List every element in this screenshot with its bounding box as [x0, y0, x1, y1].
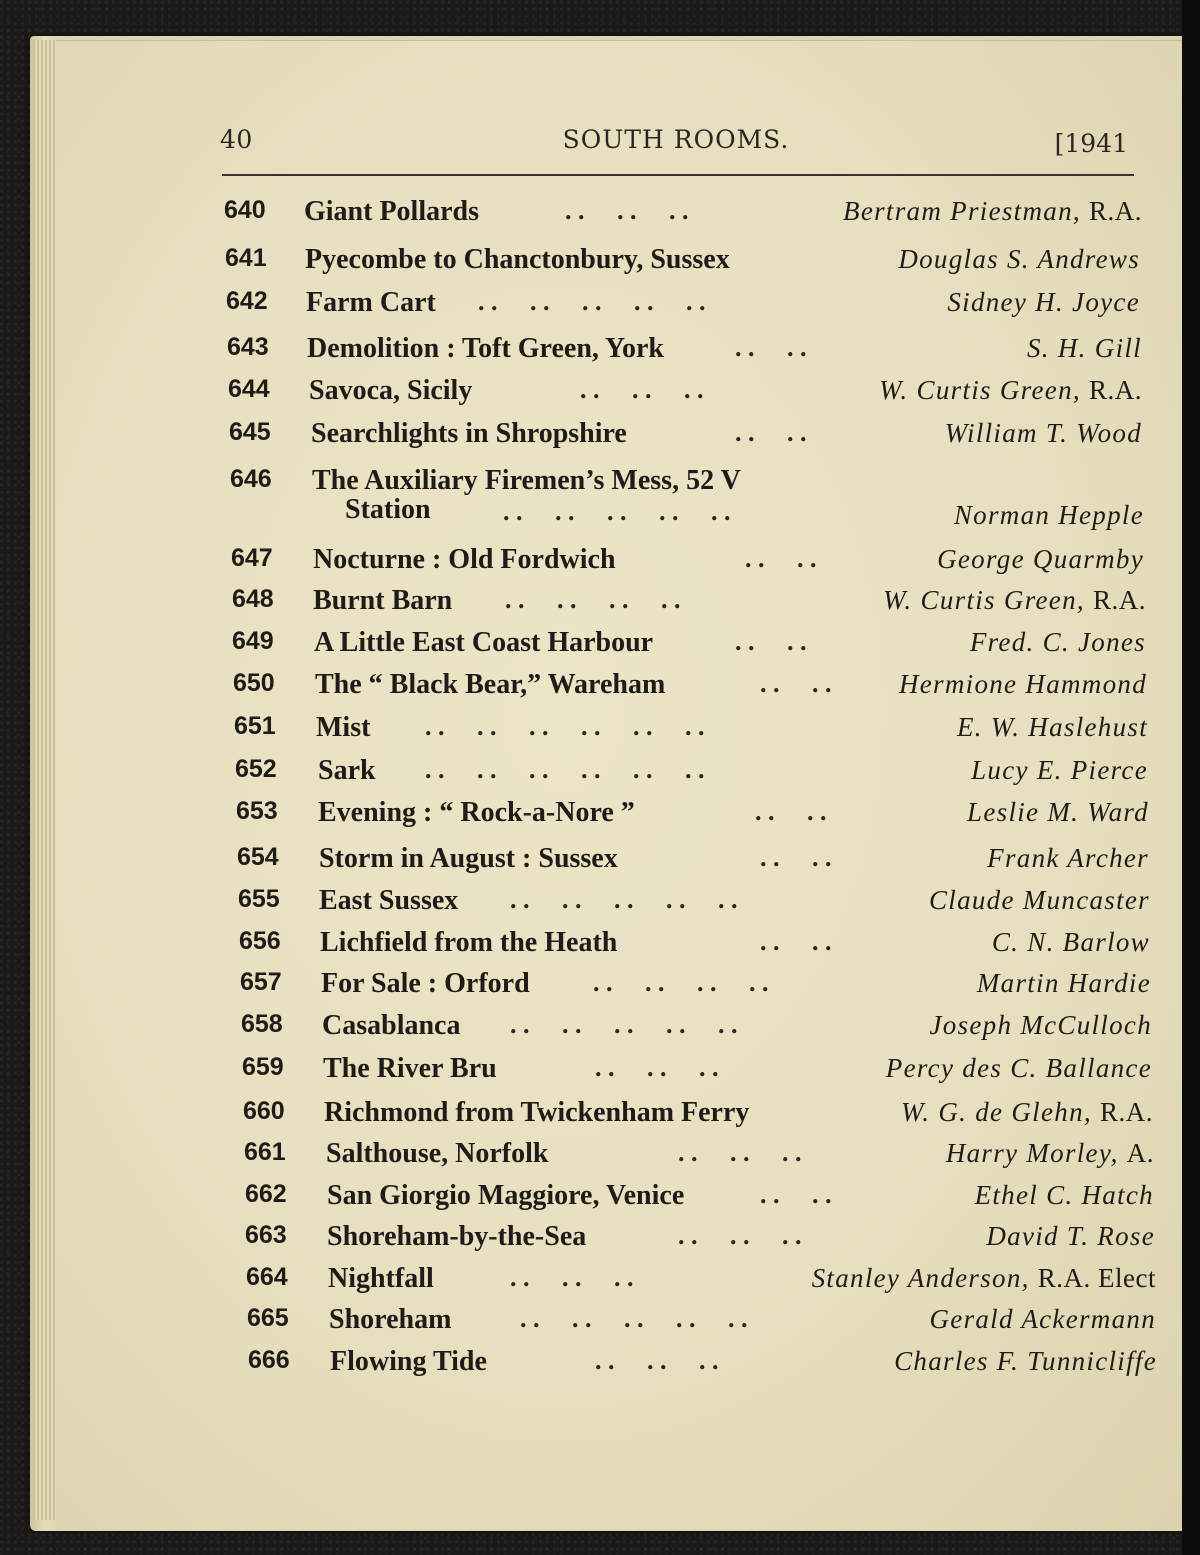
entry-number: 640 [224, 196, 266, 224]
artist-name: Martin Hardie [976, 968, 1151, 998]
entry-title: Searchlights in Shropshire [311, 418, 627, 449]
dot-leader: . . . . [760, 669, 832, 698]
entry-artist [947, 287, 1140, 318]
artist-name: Leslie M. Ward [967, 797, 1149, 827]
catalogue-entry [0, 1346, 1200, 1386]
entry-title: The River Bru [323, 1053, 497, 1084]
catalogue-entry [0, 1180, 1200, 1220]
catalogue-entry [0, 418, 1200, 458]
entry-artist [886, 1053, 1152, 1084]
entry-artist [937, 544, 1144, 575]
artist-name: Stanley Anderson, [811, 1263, 1030, 1293]
dot-leader: . . . . . . . . . . . . [425, 712, 705, 741]
entry-title: Mist [316, 712, 371, 743]
catalogue-entry [0, 843, 1200, 883]
artist-suffix: R.A. [1092, 585, 1146, 615]
dot-leader: . . . . . . . . . . [503, 497, 731, 526]
artist-name: Harry Morley, [945, 1138, 1119, 1168]
entry-artist [970, 627, 1146, 658]
dot-leader: . . . . . . [595, 1053, 719, 1082]
catalogue-entry [0, 1304, 1200, 1344]
dot-leader: . . . . . . [595, 1346, 719, 1375]
entry-title: A Little East Coast Harbour [314, 627, 654, 658]
entry-number: 659 [242, 1053, 284, 1081]
catalogue-entry [0, 196, 1200, 236]
entry-artist [954, 500, 1144, 531]
artist-suffix: R.A. [1099, 1097, 1153, 1127]
catalogue-entry [0, 244, 1200, 284]
entry-number: 645 [229, 418, 271, 446]
entry-number: 648 [232, 585, 274, 613]
entry-number: 654 [237, 843, 279, 871]
catalogue-entry [0, 797, 1200, 837]
entry-number: 658 [241, 1010, 283, 1038]
entry-number: 641 [225, 244, 267, 272]
artist-name: William T. Wood [944, 418, 1142, 448]
catalogue-entry [0, 1221, 1200, 1261]
entry-title: Nightfall [328, 1263, 434, 1294]
entry-artist [930, 1010, 1153, 1041]
page-header [220, 125, 1132, 165]
dot-leader: . . . . [745, 544, 817, 573]
entry-number: 643 [227, 333, 269, 361]
entry-artist [879, 375, 1142, 406]
entry-title: Shoreham [329, 1304, 452, 1335]
entry-title: Shoreham-by-the-Sea [327, 1221, 587, 1252]
entry-title: Evening : “ Rock-a-Nore ” [318, 797, 635, 828]
entry-title: Savoca, Sicily [309, 375, 473, 406]
section-title: SOUTH ROOMS. [562, 125, 790, 154]
dot-leader: . . . . . . . . [593, 968, 769, 997]
entry-title: Farm Cart [306, 287, 436, 318]
entry-artist [883, 585, 1146, 616]
catalogue-entry [0, 1138, 1200, 1178]
entry-artist [929, 885, 1150, 916]
entry-number: 650 [233, 669, 275, 697]
entry-number: 646 [230, 465, 272, 493]
entry-title: Giant Pollards [304, 196, 480, 227]
dot-leader: . . . . [760, 927, 832, 956]
artist-name: Frank Archer [987, 843, 1149, 873]
dot-leader: . . . . . . . . . . [510, 885, 738, 914]
catalogue-entry [0, 1010, 1200, 1050]
entry-artist [894, 1346, 1157, 1377]
entry-artist [945, 418, 1142, 449]
entry-number: 651 [234, 712, 276, 740]
entry-artist [929, 1304, 1156, 1335]
dot-leader: . . . . [735, 333, 807, 362]
entry-title: For Sale : Orford [321, 968, 530, 999]
entry-title: Flowing Tide [330, 1346, 487, 1377]
artist-name: David T. Rose [986, 1221, 1155, 1251]
artist-name: Joseph McCulloch [929, 1010, 1152, 1040]
artist-name: W. G. de Glehn, [900, 1097, 1092, 1127]
entry-title: Demolition : Toft Green, York [307, 333, 664, 364]
artist-name: Bertram Priestman, [843, 196, 1081, 226]
artist-suffix: R.A. [1088, 196, 1142, 226]
catalogue-entry [0, 465, 1200, 535]
entry-title-continued: Station [345, 494, 431, 525]
catalogue-entry [0, 544, 1200, 584]
entry-number: 660 [243, 1097, 285, 1125]
entry-artist [992, 927, 1150, 958]
catalogue-entry [0, 927, 1200, 967]
entry-number: 642 [226, 287, 268, 315]
catalogue-entry [0, 287, 1200, 327]
dot-leader: . . . . [760, 1180, 832, 1209]
entry-number: 664 [246, 1263, 288, 1291]
entry-title: The “ Black Bear,” Wareham [315, 669, 666, 700]
entry-number: 644 [228, 375, 270, 403]
artist-name: Percy des C. Ballance [885, 1053, 1152, 1083]
entry-artist [987, 843, 1149, 874]
entry-number: 662 [245, 1180, 287, 1208]
dot-leader: . . . . . . [510, 1263, 634, 1292]
header-rule [222, 174, 1134, 176]
dot-leader: . . . . [735, 418, 807, 447]
artist-name: Hermione Hammond [898, 669, 1147, 699]
entry-title: Burnt Barn [313, 585, 453, 616]
entry-title: Pyecombe to Chanctonbury, Sussex [305, 244, 730, 275]
catalogue-entry [0, 333, 1200, 373]
entry-title: The Auxiliary Firemen’s Mess, 52 V [312, 465, 741, 496]
entry-number: 661 [244, 1138, 286, 1166]
artist-suffix: R.A. [1088, 375, 1142, 405]
artist-name: Charles F. Tunnicliffe [894, 1346, 1157, 1376]
entry-number: 647 [231, 544, 273, 572]
entry-artist [901, 1097, 1153, 1128]
artist-name: W. Curtis Green, [883, 585, 1085, 615]
entry-artist [899, 669, 1147, 700]
entry-title: San Giorgio Maggiore, Venice [327, 1180, 685, 1211]
entry-title: Salthouse, Norfolk [326, 1138, 549, 1169]
catalogue-entry [0, 1053, 1200, 1093]
artist-name: Ethel C. Hatch [974, 1180, 1154, 1210]
catalogue-entry [0, 712, 1200, 752]
year-label: [1941 [1054, 129, 1128, 158]
entry-number: 655 [238, 885, 280, 913]
entry-title: Storm in August : Sussex [319, 843, 618, 874]
entry-number: 663 [245, 1221, 287, 1249]
entry-number: 656 [239, 927, 281, 955]
entry-artist [977, 968, 1151, 999]
entry-artist [967, 797, 1149, 828]
artist-name: George Quarmby [937, 544, 1144, 574]
entry-artist [1027, 333, 1142, 364]
artist-name: Fred. C. Jones [969, 627, 1146, 657]
artist-name: Gerald Ackermann [929, 1304, 1156, 1334]
entry-title: Richmond from Twickenham Ferry [324, 1097, 750, 1128]
artist-name: W. Curtis Green, [879, 375, 1081, 405]
entry-number: 666 [248, 1346, 290, 1374]
catalogue-entry [0, 968, 1200, 1008]
catalogue-entry [0, 755, 1200, 795]
entry-number: 657 [240, 968, 282, 996]
entry-title: Lichfield from the Heath [320, 927, 618, 958]
entry-artist [843, 196, 1142, 227]
entry-artist [812, 1263, 1156, 1294]
entry-artist [957, 712, 1148, 743]
entry-artist [946, 1138, 1154, 1169]
entry-title: Casablanca [322, 1010, 461, 1041]
entry-number: 665 [247, 1304, 289, 1332]
dot-leader: . . . . . . . . . . . . [425, 755, 705, 784]
catalogue-entry [0, 585, 1200, 625]
artist-name: E. W. Haslehust [956, 712, 1148, 742]
artist-name: S. H. Gill [1026, 333, 1142, 363]
entry-number: 653 [236, 797, 278, 825]
catalogue-entry [0, 375, 1200, 415]
catalogue-entry [0, 1097, 1200, 1137]
artist-suffix: R.A. Elect [1037, 1263, 1156, 1293]
dot-leader: . . . . [755, 797, 827, 826]
entry-artist [971, 755, 1148, 786]
dot-leader: . . . . [760, 843, 832, 872]
dot-leader: . . . . . . . . [505, 585, 681, 614]
dot-leader: . . . . . . [678, 1221, 802, 1250]
artist-name: Lucy E. Pierce [971, 755, 1148, 785]
artist-name: Douglas S. Andrews [898, 244, 1140, 274]
catalogue-entry [0, 627, 1200, 667]
dot-leader: . . . . . . [580, 375, 704, 404]
artist-suffix: A. [1126, 1138, 1154, 1168]
entry-artist [898, 244, 1140, 275]
artist-name: C. N. Barlow [991, 927, 1150, 957]
dot-leader: . . . . [735, 627, 807, 656]
entry-title: Sark [318, 755, 376, 786]
entry-number: 649 [232, 627, 274, 655]
catalogue-entry [0, 1263, 1200, 1303]
catalogue-entry [0, 885, 1200, 925]
artist-name: Claude Muncaster [928, 885, 1150, 915]
entry-title: Nocturne : Old Fordwich [313, 544, 616, 575]
artist-name: Norman Hepple [953, 500, 1144, 530]
dot-leader: . . . . . . [565, 196, 689, 225]
entry-title: East Sussex [319, 885, 459, 916]
dot-leader: . . . . . . . . . . [510, 1010, 738, 1039]
entry-artist [975, 1180, 1154, 1211]
dot-leader: . . . . . . . . . . [478, 287, 706, 316]
dot-leader: . . . . . . [678, 1138, 802, 1167]
page-number: 40 [220, 125, 253, 154]
catalogue-entry [0, 669, 1200, 709]
entry-number: 652 [235, 755, 277, 783]
artist-name: Sidney H. Joyce [947, 287, 1140, 317]
entry-artist [986, 1221, 1155, 1252]
dot-leader: . . . . . . . . . . [520, 1304, 748, 1333]
